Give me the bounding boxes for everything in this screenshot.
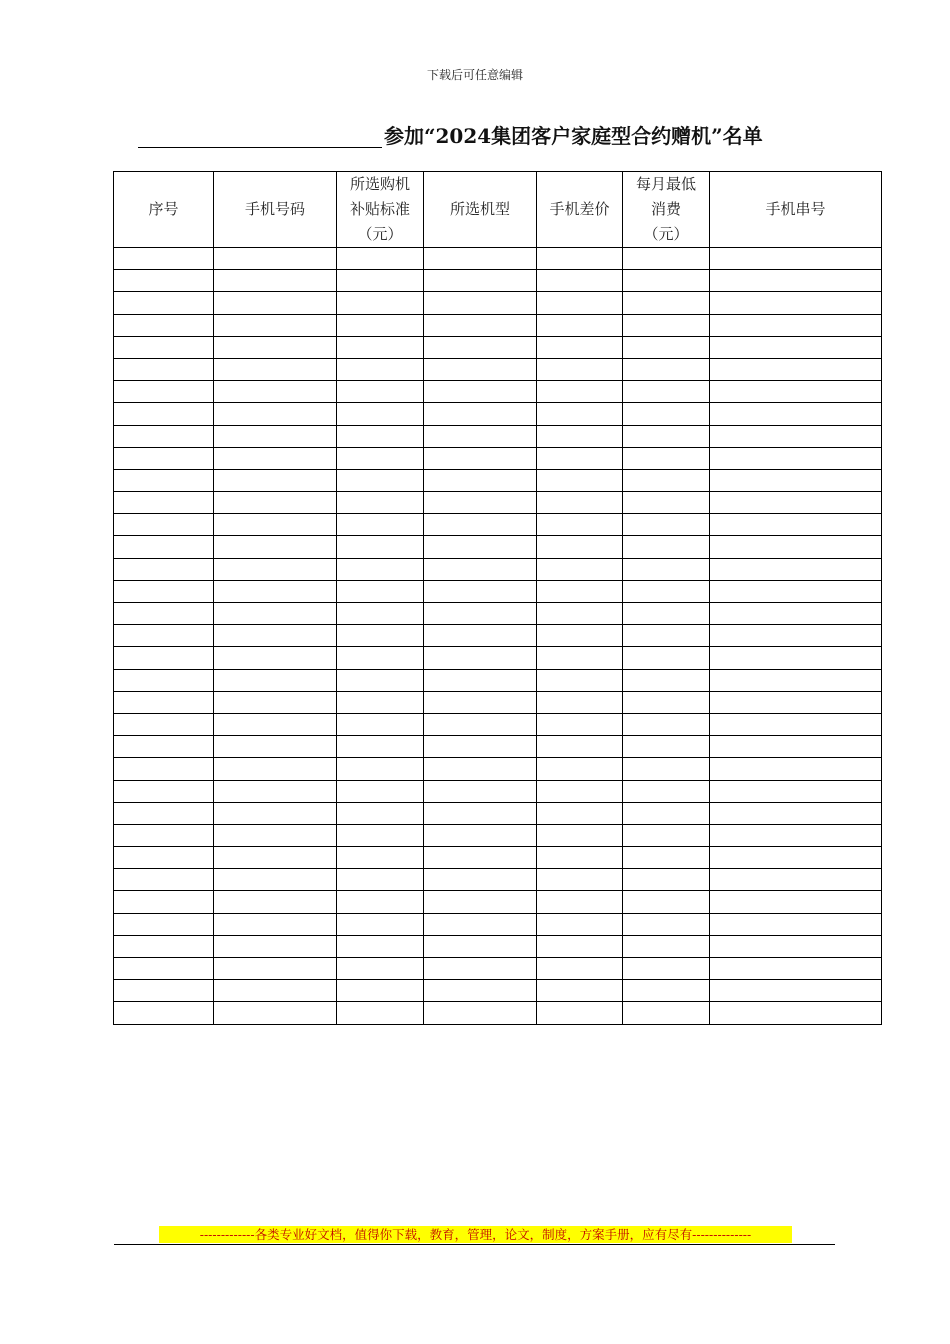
table-cell[interactable] [114, 713, 214, 735]
table-cell[interactable] [537, 580, 623, 602]
table-cell[interactable] [424, 558, 537, 580]
table-cell[interactable] [710, 381, 882, 403]
table-cell[interactable] [337, 336, 424, 358]
table-cell[interactable] [337, 314, 424, 336]
table-cell[interactable] [424, 536, 537, 558]
table-cell[interactable] [337, 847, 424, 869]
table-cell[interactable] [623, 536, 710, 558]
table-cell[interactable] [710, 603, 882, 625]
table-cell[interactable] [424, 469, 537, 491]
table-row [114, 292, 882, 314]
table-cell[interactable] [114, 980, 214, 1002]
table-cell[interactable] [710, 447, 882, 469]
table-cell[interactable] [114, 1002, 214, 1024]
table-cell[interactable] [537, 802, 623, 824]
table-cell[interactable] [710, 558, 882, 580]
table-cell[interactable] [710, 492, 882, 514]
table-row [114, 270, 882, 292]
table-cell[interactable] [114, 780, 214, 802]
document-title: 参加“2024集团客户家庭型合约赠机”名单 [384, 124, 763, 148]
table-row [114, 802, 882, 824]
table-cell[interactable] [424, 270, 537, 292]
table-cell[interactable] [337, 935, 424, 957]
table-cell[interactable] [214, 381, 337, 403]
table-cell[interactable] [710, 403, 882, 425]
table-cell[interactable] [710, 736, 882, 758]
table-cell[interactable] [710, 647, 882, 669]
table-cell[interactable] [337, 669, 424, 691]
table-cell[interactable] [623, 1002, 710, 1024]
table-row [114, 514, 882, 536]
col-price-difference: 手机差价 [537, 172, 623, 248]
table-cell[interactable] [623, 270, 710, 292]
table-cell[interactable] [537, 891, 623, 913]
table-cell[interactable] [537, 270, 623, 292]
table-cell[interactable] [114, 669, 214, 691]
table-cell[interactable] [214, 780, 337, 802]
table-cell[interactable] [424, 780, 537, 802]
table-cell[interactable] [337, 691, 424, 713]
table-cell[interactable] [424, 358, 537, 380]
col-serial-number: 序号 [114, 172, 214, 248]
table-cell[interactable] [114, 913, 214, 935]
table-cell[interactable] [114, 847, 214, 869]
table-cell[interactable] [214, 336, 337, 358]
table-cell[interactable] [214, 980, 337, 1002]
table-cell[interactable] [337, 248, 424, 270]
table-cell[interactable] [337, 270, 424, 292]
table-cell[interactable] [623, 248, 710, 270]
table-cell[interactable] [114, 558, 214, 580]
table-cell[interactable] [623, 758, 710, 780]
table-row [114, 536, 882, 558]
table-cell[interactable] [710, 669, 882, 691]
table-row [114, 358, 882, 380]
table-cell[interactable] [114, 691, 214, 713]
table-cell[interactable] [537, 625, 623, 647]
table-cell[interactable] [114, 802, 214, 824]
col-imei: 手机串号 [710, 172, 882, 248]
table-row [114, 469, 882, 491]
table-cell[interactable] [537, 514, 623, 536]
table-cell[interactable] [710, 314, 882, 336]
table-cell[interactable] [337, 958, 424, 980]
table-cell[interactable] [337, 713, 424, 735]
table-cell[interactable] [114, 869, 214, 891]
table-cell[interactable] [214, 358, 337, 380]
table-cell[interactable] [114, 758, 214, 780]
table-cell[interactable] [214, 625, 337, 647]
table-cell[interactable] [623, 913, 710, 935]
table-cell[interactable] [337, 980, 424, 1002]
table-cell[interactable] [114, 492, 214, 514]
table-cell[interactable] [537, 780, 623, 802]
table-cell[interactable] [114, 403, 214, 425]
table-cell[interactable] [337, 292, 424, 314]
table-cell[interactable] [114, 647, 214, 669]
table-cell[interactable] [337, 558, 424, 580]
table-row [114, 913, 882, 935]
table-cell[interactable] [710, 780, 882, 802]
table-cell[interactable] [214, 270, 337, 292]
table-cell[interactable] [424, 824, 537, 846]
table-cell[interactable] [114, 824, 214, 846]
table-cell[interactable] [710, 514, 882, 536]
table-cell[interactable] [337, 647, 424, 669]
table-cell[interactable] [114, 336, 214, 358]
table-cell[interactable] [537, 314, 623, 336]
table-cell[interactable] [623, 669, 710, 691]
table-cell[interactable] [214, 514, 337, 536]
col-selected-model: 所选机型 [424, 172, 537, 248]
table-cell[interactable] [537, 691, 623, 713]
table-cell[interactable] [214, 891, 337, 913]
table-row [114, 381, 882, 403]
table-cell[interactable] [537, 736, 623, 758]
table-cell[interactable] [114, 736, 214, 758]
header-row [114, 172, 882, 248]
table-cell[interactable] [623, 425, 710, 447]
table-cell[interactable] [424, 447, 537, 469]
table-cell[interactable] [424, 691, 537, 713]
table-cell[interactable] [537, 847, 623, 869]
table-cell[interactable] [114, 603, 214, 625]
table-cell[interactable] [214, 447, 337, 469]
footer-divider [114, 1244, 835, 1245]
table-cell[interactable] [337, 780, 424, 802]
table-cell[interactable] [537, 958, 623, 980]
table-cell[interactable] [214, 669, 337, 691]
table-cell[interactable] [710, 469, 882, 491]
table-row [114, 558, 882, 580]
table-cell[interactable] [710, 425, 882, 447]
table-cell[interactable] [214, 292, 337, 314]
table-row [114, 958, 882, 980]
col-phone-number: 手机号码 [214, 172, 337, 248]
table-cell[interactable] [337, 447, 424, 469]
table-cell[interactable] [214, 469, 337, 491]
table-cell[interactable] [710, 536, 882, 558]
table-cell[interactable] [623, 403, 710, 425]
table-cell[interactable] [214, 492, 337, 514]
table-cell[interactable] [337, 580, 424, 602]
table-cell[interactable] [710, 913, 882, 935]
table-cell[interactable] [623, 647, 710, 669]
table-cell[interactable] [424, 625, 537, 647]
table-cell[interactable] [214, 580, 337, 602]
table-cell[interactable] [214, 958, 337, 980]
table-cell[interactable] [710, 691, 882, 713]
table-cell[interactable] [424, 314, 537, 336]
table-cell[interactable] [537, 935, 623, 957]
table-cell[interactable] [623, 580, 710, 602]
table-cell[interactable] [537, 381, 623, 403]
table-cell[interactable] [424, 935, 537, 957]
table-cell[interactable] [424, 492, 537, 514]
table-cell[interactable] [337, 603, 424, 625]
table-cell[interactable] [623, 625, 710, 647]
table-cell[interactable] [710, 1002, 882, 1024]
table-cell[interactable] [710, 580, 882, 602]
table-cell[interactable] [424, 381, 537, 403]
table-cell[interactable] [424, 980, 537, 1002]
table-cell[interactable] [537, 869, 623, 891]
table-cell[interactable] [214, 603, 337, 625]
table-cell[interactable] [114, 447, 214, 469]
table-cell[interactable] [337, 425, 424, 447]
table-cell[interactable] [537, 425, 623, 447]
roster-body [114, 248, 882, 1025]
table-cell[interactable] [337, 358, 424, 380]
table-cell[interactable] [214, 558, 337, 580]
table-row [114, 891, 882, 913]
table-cell[interactable] [114, 358, 214, 380]
table-cell[interactable] [623, 603, 710, 625]
table-row [114, 780, 882, 802]
table-cell[interactable] [337, 758, 424, 780]
table-cell[interactable] [537, 824, 623, 846]
table-cell[interactable] [537, 403, 623, 425]
table-cell[interactable] [424, 336, 537, 358]
table-cell[interactable] [710, 336, 882, 358]
table-cell[interactable] [424, 713, 537, 735]
table-cell[interactable] [424, 1002, 537, 1024]
table-cell[interactable] [537, 980, 623, 1002]
table-cell[interactable] [214, 713, 337, 735]
table-cell[interactable] [623, 713, 710, 735]
organization-blank-line [138, 125, 382, 148]
table-cell[interactable] [537, 1002, 623, 1024]
table-cell[interactable] [424, 758, 537, 780]
table-cell[interactable] [214, 691, 337, 713]
table-cell[interactable] [537, 913, 623, 935]
table-cell[interactable] [710, 248, 882, 270]
table-cell[interactable] [424, 847, 537, 869]
table-cell[interactable] [114, 381, 214, 403]
table-row [114, 314, 882, 336]
table-row [114, 713, 882, 735]
table-cell[interactable] [537, 669, 623, 691]
table-cell[interactable] [537, 358, 623, 380]
table-cell[interactable] [623, 958, 710, 980]
table-cell[interactable] [114, 625, 214, 647]
table-cell[interactable] [337, 869, 424, 891]
table-cell[interactable] [537, 713, 623, 735]
table-cell[interactable] [337, 403, 424, 425]
roster-table [113, 171, 882, 1025]
table-cell[interactable] [214, 403, 337, 425]
table-cell[interactable] [424, 248, 537, 270]
table-cell[interactable] [114, 891, 214, 913]
table-cell[interactable] [710, 847, 882, 869]
table-row [114, 425, 882, 447]
table-cell[interactable] [623, 802, 710, 824]
table-cell[interactable] [710, 980, 882, 1002]
table-row [114, 647, 882, 669]
table-row [114, 935, 882, 957]
table-cell[interactable] [214, 913, 337, 935]
table-cell[interactable] [537, 336, 623, 358]
table-cell[interactable] [337, 824, 424, 846]
table-cell[interactable] [337, 891, 424, 913]
table-row [114, 1002, 882, 1024]
table-row [114, 336, 882, 358]
table-cell[interactable] [114, 248, 214, 270]
table-cell[interactable] [623, 980, 710, 1002]
table-cell[interactable] [337, 492, 424, 514]
table-cell[interactable] [337, 802, 424, 824]
table-cell[interactable] [214, 647, 337, 669]
table-cell[interactable] [623, 891, 710, 913]
table-row [114, 580, 882, 602]
col-min-monthly-spend: 每月最低 消费 （元） [623, 172, 710, 248]
table-cell[interactable] [337, 913, 424, 935]
table-row [114, 847, 882, 869]
table-cell[interactable] [623, 824, 710, 846]
table-cell[interactable] [214, 935, 337, 957]
table-cell[interactable] [710, 935, 882, 957]
table-cell[interactable] [537, 758, 623, 780]
table-cell[interactable] [623, 736, 710, 758]
table-cell[interactable] [710, 292, 882, 314]
table-cell[interactable] [537, 492, 623, 514]
table-cell[interactable] [214, 824, 337, 846]
table-cell[interactable] [337, 536, 424, 558]
table-cell[interactable] [537, 447, 623, 469]
table-cell[interactable] [537, 558, 623, 580]
table-row [114, 248, 882, 270]
table-cell[interactable] [623, 469, 710, 491]
table-cell[interactable] [710, 713, 882, 735]
table-cell[interactable] [214, 248, 337, 270]
table-cell[interactable] [424, 514, 537, 536]
table-cell[interactable] [114, 935, 214, 957]
table-cell[interactable] [424, 802, 537, 824]
table-row [114, 758, 882, 780]
table-cell[interactable] [424, 647, 537, 669]
table-cell[interactable] [623, 691, 710, 713]
table-cell[interactable] [214, 536, 337, 558]
table-row [114, 691, 882, 713]
title-row [138, 122, 828, 148]
table-cell[interactable] [214, 869, 337, 891]
table-cell[interactable] [424, 958, 537, 980]
table-cell[interactable] [114, 514, 214, 536]
table-cell[interactable] [537, 536, 623, 558]
table-cell[interactable] [114, 425, 214, 447]
table-cell[interactable] [424, 403, 537, 425]
table-row [114, 669, 882, 691]
table-cell[interactable] [214, 847, 337, 869]
table-cell[interactable] [710, 824, 882, 846]
table-cell[interactable] [424, 292, 537, 314]
table-row [114, 492, 882, 514]
footer-banner: -------------各类专业好文档，值得你下载，教育，管理，论文，制度，方案手册，应有尽有-------------- [159, 1226, 792, 1243]
table-cell[interactable] [337, 469, 424, 491]
table-cell[interactable] [337, 1002, 424, 1024]
table-cell[interactable] [537, 469, 623, 491]
table-row [114, 403, 882, 425]
table-cell[interactable] [114, 292, 214, 314]
table-row [114, 980, 882, 1002]
table-cell[interactable] [623, 381, 710, 403]
table-cell[interactable] [214, 314, 337, 336]
table-cell[interactable] [424, 869, 537, 891]
table-cell[interactable] [623, 292, 710, 314]
table-row [114, 625, 882, 647]
table-cell[interactable] [424, 580, 537, 602]
table-cell[interactable] [623, 314, 710, 336]
table-cell[interactable] [710, 358, 882, 380]
table-cell[interactable] [114, 536, 214, 558]
table-cell[interactable] [710, 625, 882, 647]
table-cell[interactable] [623, 558, 710, 580]
table-cell[interactable] [214, 1002, 337, 1024]
table-cell[interactable] [537, 603, 623, 625]
table-cell[interactable] [114, 270, 214, 292]
table-cell[interactable] [337, 736, 424, 758]
table-cell[interactable] [337, 625, 424, 647]
table-cell[interactable] [623, 935, 710, 957]
table-cell[interactable] [537, 248, 623, 270]
table-cell[interactable] [114, 580, 214, 602]
table-cell[interactable] [424, 913, 537, 935]
table-cell[interactable] [537, 647, 623, 669]
table-cell[interactable] [214, 736, 337, 758]
table-cell[interactable] [337, 514, 424, 536]
table-cell[interactable] [623, 447, 710, 469]
table-cell[interactable] [623, 336, 710, 358]
table-cell[interactable] [424, 669, 537, 691]
table-cell[interactable] [114, 469, 214, 491]
table-cell[interactable] [114, 314, 214, 336]
table-cell[interactable] [623, 847, 710, 869]
table-cell[interactable] [623, 358, 710, 380]
table-cell[interactable] [424, 736, 537, 758]
table-cell[interactable] [424, 425, 537, 447]
table-cell[interactable] [710, 869, 882, 891]
table-cell[interactable] [214, 425, 337, 447]
table-cell[interactable] [710, 802, 882, 824]
table-cell[interactable] [710, 891, 882, 913]
table-cell[interactable] [537, 292, 623, 314]
table-cell[interactable] [424, 891, 537, 913]
table-cell[interactable] [623, 780, 710, 802]
table-cell[interactable] [623, 869, 710, 891]
table-cell[interactable] [623, 514, 710, 536]
table-row [114, 736, 882, 758]
table-row [114, 869, 882, 891]
table-cell[interactable] [710, 958, 882, 980]
table-cell[interactable] [710, 270, 882, 292]
col-subsidy-standard: 所选购机 补贴标准 （元） [337, 172, 424, 248]
table-cell[interactable] [214, 802, 337, 824]
table-cell[interactable] [214, 758, 337, 780]
table-row [114, 603, 882, 625]
table-cell[interactable] [337, 381, 424, 403]
table-cell[interactable] [424, 603, 537, 625]
table-row [114, 447, 882, 469]
header-note: 下载后可任意编辑 [426, 68, 523, 82]
table-row [114, 824, 882, 846]
table-cell[interactable] [623, 492, 710, 514]
table-cell[interactable] [710, 758, 882, 780]
table-cell[interactable] [114, 958, 214, 980]
